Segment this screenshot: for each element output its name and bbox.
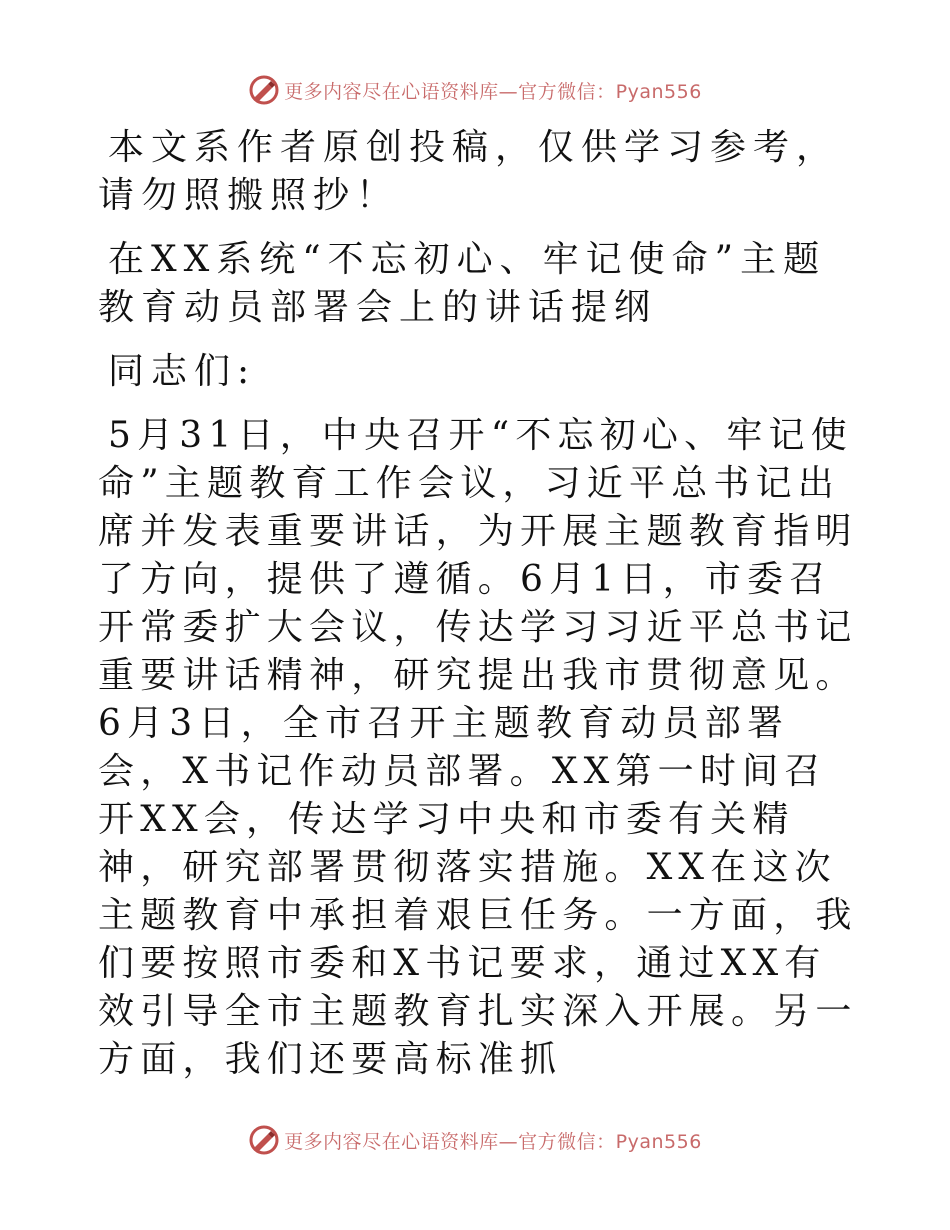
header-banner	[0, 70, 950, 110]
footer-banner	[0, 1120, 950, 1160]
pen-circle-logo-icon	[248, 1124, 280, 1156]
header-banner-text: 更多内容尽在心语资料库—官方微信：Pyan556	[284, 80, 702, 103]
pen-circle-logo-icon	[248, 74, 280, 106]
speech-title: 在XX系统“不忘初心、牢记使命”主题教育动员部署会上的讲话提纲	[98, 239, 827, 328]
copyright-notice: 本文系作者原创投稿，仅供学习参考，请勿照搬照抄！	[98, 127, 840, 216]
body-paragraph: 5月31日，中央召开“不忘初心、牢记使命”主题教育工作会议，习近平总书记出席并发表重要讲话，为开展主题教育指明了方向，提供了遵循。6月1日，市委召开常委扩大会议，传达学习习近平总书记重要讲话精神，研究提出我市贯彻意见。6月3日，全市召开主题教育动员部署会，X书记作动员部署。XX第一时间召开XX会，传达学习中央和市委有关精神，研究部署贯彻落实措施。XX在这次主题教育中承担着艰巨任务。一方面，我们要按照市委和X书记要求，通过XX有效引导全市主题教育扎实深入开展。另一方面，我们还要高标准抓	[98, 415, 858, 1080]
footer-banner-text: 更多内容尽在心语资料库—官方微信：Pyan556	[284, 1130, 702, 1153]
document-page	[98, 124, 858, 1084]
greeting: 同志们:	[108, 351, 257, 392]
